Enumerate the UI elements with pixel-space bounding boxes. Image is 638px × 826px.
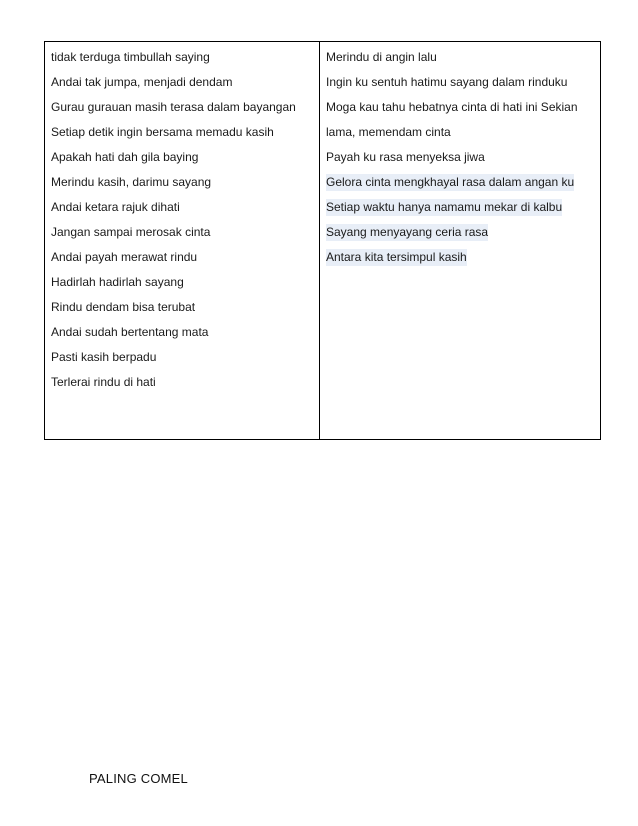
left-line: Rindu dendam bisa terubat: [51, 300, 196, 314]
left-line: Hadirlah hadirlah sayang: [51, 275, 184, 289]
left-line: Terlerai rindu di hati: [51, 375, 156, 389]
footer-title: PALING COMEL: [89, 771, 188, 786]
left-line: tidak terduga timbullah saying: [51, 50, 210, 64]
left-line: Andai ketara rajuk dihati: [51, 200, 180, 214]
left-column: [45, 42, 320, 439]
right-line-highlighted: Setiap waktu hanya namamu mekar di kalbu: [326, 200, 563, 214]
left-line: Jangan sampai merosak cinta: [51, 225, 211, 239]
left-line: Andai sudah bertentang mata: [51, 325, 209, 339]
left-line: Apakah hati dah gila baying: [51, 150, 199, 164]
right-column: [320, 42, 600, 439]
right-line: Payah ku rasa menyeksa jiwa: [326, 150, 485, 164]
right-line: Moga kau tahu hebatnya cinta di hati ini Sekian: [326, 100, 578, 114]
right-line: Merindu di angin lalu: [326, 50, 437, 64]
left-line: Merindu kasih, darimu sayang: [51, 175, 212, 189]
left-line: Setiap detik ingin bersama memadu kasih: [51, 125, 274, 139]
left-line: Andai tak jumpa, menjadi dendam: [51, 75, 233, 89]
lyrics-table: [44, 41, 601, 440]
right-line: Ingin ku sentuh hatimu sayang dalam rinduku: [326, 75, 568, 89]
right-line-highlighted: Sayang menyayang ceria rasa: [326, 225, 489, 239]
left-line: Andai payah merawat rindu: [51, 250, 198, 264]
left-line: Gurau gurauan masih terasa dalam bayangan: [51, 100, 296, 114]
right-line-highlighted: Antara kita tersimpul kasih: [326, 250, 467, 264]
left-line: Pasti kasih berpadu: [51, 350, 157, 364]
right-line-highlighted: Gelora cinta mengkhayal rasa dalam angan ku: [326, 175, 575, 189]
right-line: lama, memendam cinta: [326, 125, 451, 139]
